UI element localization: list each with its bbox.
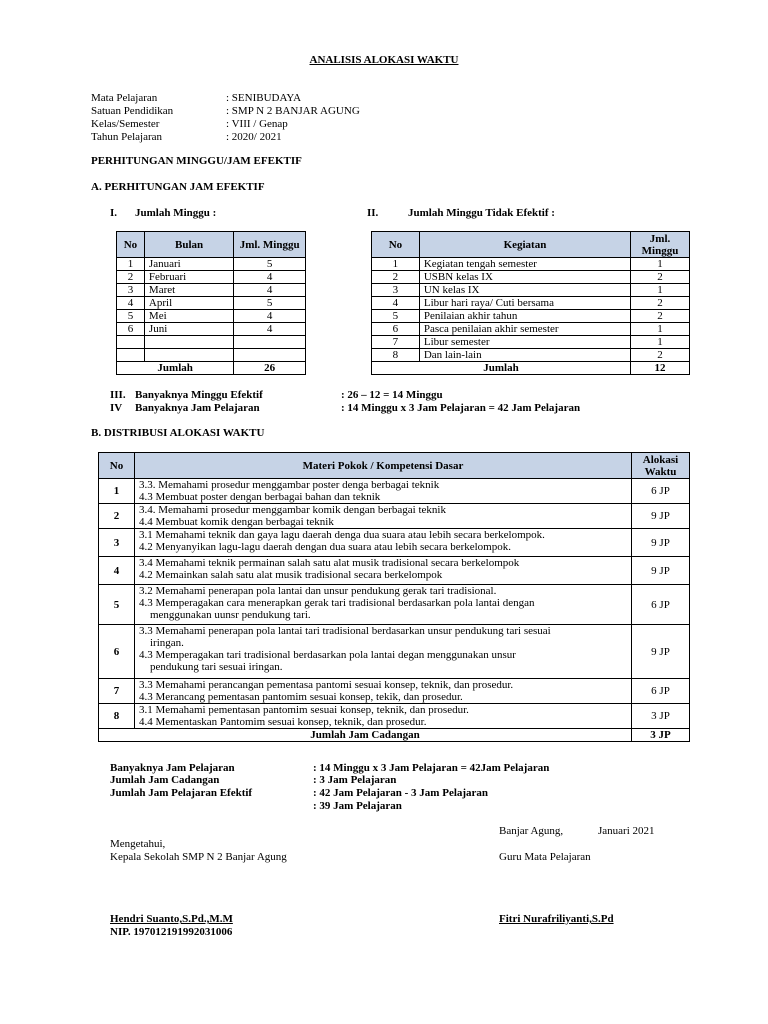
document-title: ANALISIS ALOKASI WAKTU (309, 54, 459, 66)
kd-item: 4.4 Membuat komik dengan berbagai teknik (138, 516, 334, 528)
total-row (99, 729, 690, 742)
cell-no: 4 (99, 557, 135, 585)
cell-jml: 5 (234, 258, 306, 271)
cell-jml: 1 (631, 323, 690, 336)
cell-no: 6 (117, 323, 145, 336)
cell-materi (134, 479, 631, 504)
summary-num: IV (110, 402, 123, 414)
table-row (99, 704, 690, 729)
cell-jml: 4 (234, 271, 306, 284)
principal-nip: NIP. 197012191992031006 (110, 926, 233, 938)
cell-no: 3 (99, 529, 135, 557)
cell-no: 6 (372, 323, 420, 336)
header-no: No (99, 453, 135, 479)
table-row (372, 336, 690, 349)
cell-jml: 2 (631, 297, 690, 310)
cell-no: 1 (99, 479, 135, 504)
cell-jml: 1 (631, 258, 690, 271)
cell-alokasi: 6 JP (632, 679, 690, 704)
kd-item: 4.3 Memperagakan cara menerapkan gerak tari tradisional berdasarkan pola lantai dengan (138, 597, 535, 609)
table1-caption-num: I. (110, 207, 118, 219)
table-row (99, 625, 690, 679)
kd-item: 4.3 Memperagakan tari tradisional berdasarkan pola lantai degan menggunakan unsur (138, 649, 516, 661)
section-b-heading: B. DISTRIBUSI ALOKASI WAKTU (91, 427, 265, 439)
table1-caption: Jumlah Minggu : (135, 207, 217, 219)
identity-value: : SMP N 2 BANJAR AGUNG (226, 105, 360, 117)
summary-value: : 14 Minggu x 3 Jam Pelajaran = 42 Jam Pelajaran (341, 402, 581, 414)
kd-item: 3.3. Memahami prosedur menggambar poster denga berbagai teknik (138, 479, 440, 491)
table-row (372, 258, 690, 271)
kd-item-continuation: iringan. (149, 637, 184, 649)
kd-item: 4.2 Menyanyikan lagu-lagu daerah dengan dua suara atau lebih secara berkelompok. (138, 541, 511, 553)
cell-no: 2 (117, 271, 145, 284)
table-row (372, 323, 690, 336)
kd-item-continuation: menggunakan uunsr pendukung tari. (149, 609, 311, 621)
cell-alokasi: 9 JP (632, 557, 690, 585)
total-value: 3 JP (632, 729, 690, 742)
header-bulan: Bulan (144, 232, 233, 258)
table-row (117, 310, 306, 323)
total-value: 26 (234, 362, 306, 375)
totals-value: : 14 Minggu x 3 Jam Pelajaran = 42Jam Pelajaran (313, 762, 550, 774)
signature-principal-title: Kepala Sekolah SMP N 2 Banjar Agung (110, 851, 287, 863)
kd-item: 4.4 Mementaskan Pantomim sesuai konsep, teknik, dan prosedur. (138, 716, 427, 728)
cell-jml: 4 (234, 284, 306, 297)
header-materi: Materi Pokok / Kompetensi Dasar (134, 453, 631, 479)
totals-label: Banyaknya Jam Pelajaran (110, 762, 235, 774)
header-kegiatan: Kegiatan (419, 232, 630, 258)
cell-no: 7 (372, 336, 420, 349)
signature-known: Mengetahui, (110, 838, 166, 850)
cell-jml: 2 (631, 349, 690, 362)
cell-no: 8 (372, 349, 420, 362)
cell-no: 8 (99, 704, 135, 729)
cell-no: 5 (372, 310, 420, 323)
kd-item: 3.4 Memahami teknik permainan salah satu alat musik tradisional secara berkelompok (138, 557, 520, 569)
cell-no: 4 (117, 297, 145, 310)
cell-no: 3 (117, 284, 145, 297)
cell-materi (134, 557, 631, 585)
kd-item: 4.3 Merancang pementasan pantomim sesuai konsep, tekik, dan prosedur. (138, 691, 463, 703)
table-row (117, 297, 306, 310)
cell-materi (134, 504, 631, 529)
cell-bulan: Juni (144, 323, 233, 336)
cell-jml: 1 (631, 336, 690, 349)
cell-materi (134, 585, 631, 625)
cell-no: 3 (372, 284, 420, 297)
cell-kegiatan: UN kelas IX (419, 284, 630, 297)
cell-kegiatan: Libur semester (419, 336, 630, 349)
cell-alokasi: 6 JP (632, 479, 690, 504)
cell-materi (134, 529, 631, 557)
total-row (117, 362, 306, 375)
table-row (372, 297, 690, 310)
kd-item: 3.4. Memahami prosedur menggambar komik dengan berbagai teknik (138, 504, 446, 516)
identity-label: Tahun Pelajaran (91, 131, 163, 143)
cell-kegiatan: Pasca penilaian akhir semester (419, 323, 630, 336)
cell-no: 7 (99, 679, 135, 704)
table-row (99, 479, 690, 504)
cell-no: 1 (117, 258, 145, 271)
summary-num: III. (110, 389, 126, 401)
header-no: No (372, 232, 420, 258)
table-row (99, 585, 690, 625)
table-row (99, 679, 690, 704)
cell-materi (134, 625, 631, 679)
total-value: 12 (631, 362, 690, 375)
main-heading: PERHITUNGAN MINGGU/JAM EFEKTIF (91, 155, 302, 167)
table-row (117, 323, 306, 336)
signature-date: Januari 2021 (598, 825, 655, 837)
total-label: Jumlah (117, 362, 234, 375)
cell-kegiatan: USBN kelas IX (419, 271, 630, 284)
header-alokasi: Alokasi Waktu (632, 453, 690, 479)
principal-name: Hendri Suanto,S.Pd.,M.M (110, 913, 233, 925)
cell-no: 1 (372, 258, 420, 271)
summary-label: Banyaknya Minggu Efektif (135, 389, 263, 401)
cell-bulan: Mei (144, 310, 233, 323)
summary-value: : 26 – 12 = 14 Minggu (341, 389, 443, 401)
table-row (99, 504, 690, 529)
identity-value: : VIII / Genap (226, 118, 288, 130)
table-row (372, 310, 690, 323)
cell-jml: 2 (631, 310, 690, 323)
cell-jml: 4 (234, 310, 306, 323)
cell-bulan: Januari (144, 258, 233, 271)
non-effective-weeks-table (371, 231, 690, 375)
cell-kegiatan: Penilaian akhir tahun (419, 310, 630, 323)
table2-caption: Jumlah Minggu Tidak Efektif : (408, 207, 555, 219)
cell-no: 2 (99, 504, 135, 529)
kd-item: 3.1 Memahami pementasan pantomim sesuai konsep, teknik, dan prosedur. (138, 704, 469, 716)
table-row (99, 529, 690, 557)
signature-place: Banjar Agung, (499, 825, 564, 837)
table-row (117, 258, 306, 271)
kd-item-continuation: pendukung tari sesuai iringan. (149, 661, 283, 673)
cell-materi (134, 704, 631, 729)
table2-caption-num: II. (367, 207, 379, 219)
identity-label: Kelas/Semester (91, 118, 160, 130)
kd-item: 4.2 Memainkan salah satu alat musik tradisional secara berkelompok (138, 569, 443, 581)
table-row (117, 271, 306, 284)
cell-alokasi: 9 JP (632, 625, 690, 679)
weeks-table (116, 231, 306, 375)
table-row (99, 557, 690, 585)
cell-no: 5 (117, 310, 145, 323)
kd-item: 3.2 Memahami penerapan pola lantai dan unsur pendukung gerak tari tradisional. (138, 585, 497, 597)
cell-no: 6 (99, 625, 135, 679)
summary-label: Banyaknya Jam Pelajaran (135, 402, 260, 414)
identity-label: Satuan Pendidikan (91, 105, 174, 117)
cell-jml: 2 (631, 271, 690, 284)
kd-item: 3.3 Memahami perancangan pementasa pantomi sesuai konsep, teknik, dan prosedur. (138, 679, 514, 691)
total-label: Jumlah (372, 362, 631, 375)
identity-value: : SENIBUDAYA (226, 92, 302, 104)
cell-kegiatan: Dan lain-lain (419, 349, 630, 362)
totals-label: Jumlah Jam Cadangan (110, 774, 220, 786)
total-label: Jumlah Jam Cadangan (99, 729, 632, 742)
identity-label: Mata Pelajaran (91, 92, 158, 104)
cell-bulan: Februari (144, 271, 233, 284)
table-row-empty (117, 336, 306, 349)
cell-bulan: Maret (144, 284, 233, 297)
header-jml: Jml. Minggu (631, 232, 690, 258)
cell-kegiatan: Kegiatan tengah semester (419, 258, 630, 271)
signature-teacher-title: Guru Mata Pelajaran (499, 851, 591, 863)
total-row (372, 362, 690, 375)
cell-alokasi: 9 JP (632, 529, 690, 557)
cell-alokasi: 9 JP (632, 504, 690, 529)
section-a-heading: A. PERHITUNGAN JAM EFEKTIF (91, 181, 265, 193)
table-row (372, 349, 690, 362)
cell-alokasi: 3 JP (632, 704, 690, 729)
table-row (372, 284, 690, 297)
kd-item: 3.3 Memahami penerapan pola lantai tari tradisional berdasarkan unsur pendukung tari sesuai (138, 625, 551, 637)
cell-no: 5 (99, 585, 135, 625)
table-row (372, 271, 690, 284)
cell-jml: 4 (234, 323, 306, 336)
teacher-name: Fitri Nurafriliyanti,S.Pd (499, 913, 614, 925)
table-row (117, 284, 306, 297)
kd-item: 3.1 Memahami teknik dan gaya lagu daerah denga dua suara atau lebih secara berkelompok. (138, 529, 545, 541)
totals-value: : 42 Jam Pelajaran - 3 Jam Pelajaran (313, 787, 489, 799)
header-no: No (117, 232, 145, 258)
cell-kegiatan: Libur hari raya/ Cuti bersama (419, 297, 630, 310)
cell-no: 4 (372, 297, 420, 310)
totals-label: Jumlah Jam Pelajaran Efektif (110, 787, 253, 799)
table-row-empty (117, 349, 306, 362)
header-jml: Jml. Minggu (234, 232, 306, 258)
cell-jml: 5 (234, 297, 306, 310)
totals-value: : 3 Jam Pelajaran (313, 774, 397, 786)
totals-value: : 39 Jam Pelajaran (313, 800, 402, 812)
cell-materi (134, 679, 631, 704)
kd-item: 4.3 Membuat poster dengan berbagai bahan dan teknik (138, 491, 381, 503)
cell-alokasi: 6 JP (632, 585, 690, 625)
distribution-table (98, 452, 690, 742)
cell-jml: 1 (631, 284, 690, 297)
cell-bulan: April (144, 297, 233, 310)
identity-value: : 2020/ 2021 (226, 131, 282, 143)
cell-no: 2 (372, 271, 420, 284)
